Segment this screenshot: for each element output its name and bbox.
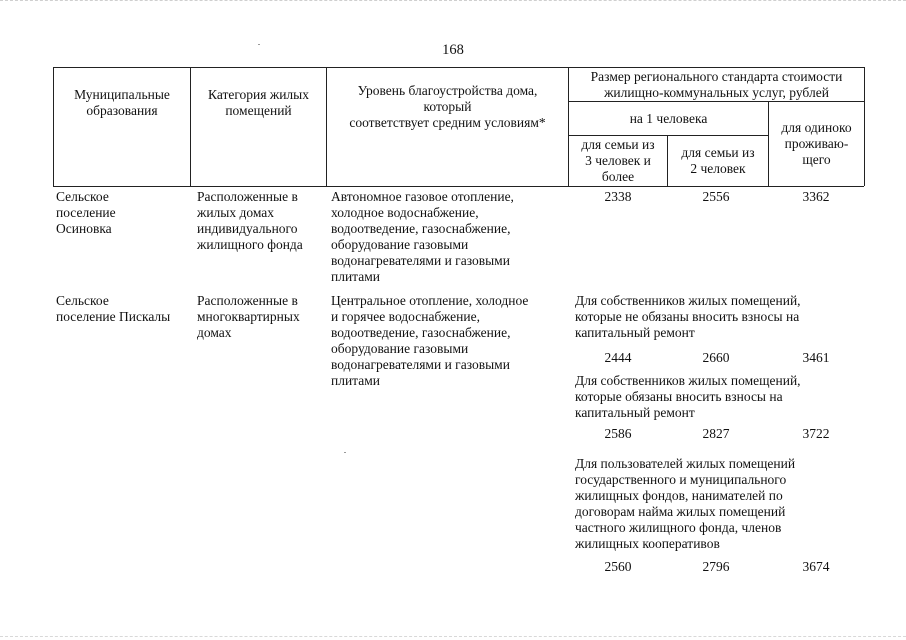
value-family3: 2560 [604, 559, 632, 574]
header-amenity-text: Уровень благоустройства дома, который соответствует средним условиям* [349, 83, 546, 130]
subgroup-note: Для собственников жилых помещений, которые не обязаны вносить взносы на капитальный ремонт [575, 293, 801, 340]
header-family2-text: для семьи из 2 человек [681, 145, 755, 176]
header-family2 [668, 136, 768, 186]
header-per-person [569, 102, 768, 135]
scan-speck [344, 452, 346, 453]
value-single: 3674 [802, 559, 830, 574]
value-family3: 2586 [604, 426, 632, 441]
header-single [769, 102, 864, 186]
page-number: 168 [442, 42, 464, 58]
row-category: Расположенные в жилых домах индивидуального жилищного фонда [197, 189, 303, 252]
value-family2: 2660 [702, 350, 730, 365]
row-category: Расположенные в многоквартирных домах [197, 293, 300, 340]
scan-top-edge [0, 0, 906, 3]
header-standard-group [569, 68, 864, 101]
header-category [191, 68, 326, 138]
header-amenity [327, 72, 568, 142]
subgroup-note: Для пользователей жилых помещений государственного и муниципального жилищных фондов, нанимателей по договорам найма жилых помещений частного жилищного фонда, членов жилищных кооперативов [575, 456, 796, 551]
row-amenity: Автономное газовое отопление, холодное водоснабжение, водоотведение, газоснабжение, оборудование газовыми водонагревателями и газовыми плитами [331, 189, 514, 284]
header-family3 [569, 136, 667, 186]
scan-bottom-edge [0, 636, 906, 639]
header-divider [864, 67, 865, 186]
scan-speck [258, 44, 260, 45]
value-single: 3461 [802, 350, 830, 365]
value-family2: 2827 [702, 426, 730, 441]
value-family2: 2556 [702, 189, 730, 204]
value-family2: 2796 [702, 559, 730, 574]
value-single: 3362 [802, 189, 830, 204]
row-municipality: Сельское поселение Осиновка [56, 189, 116, 236]
header-bottom-rule [53, 186, 864, 187]
row-municipality: Сельское поселение Пискалы [56, 293, 171, 324]
header-standard-group-text: Размер регионального стандарта стоимости жилищно-коммунальных услуг, рублей [590, 68, 843, 100]
value-family3: 2444 [604, 350, 632, 365]
header-municipality-text: Муниципальные образования [74, 87, 170, 118]
header-family3-text: для семьи из 3 человек и более [581, 137, 655, 184]
header-category-text: Категория жилых помещений [208, 87, 309, 118]
value-family3: 2338 [604, 189, 632, 204]
header-single-text: для одиноко проживаю- щего [781, 120, 852, 167]
subgroup-note: Для собственников жилых помещений, которые обязаны вносить взносы на капитальный ремонт [575, 373, 801, 420]
header-municipality [54, 68, 190, 138]
header-per-person-text: на 1 человека [629, 110, 708, 126]
value-single: 3722 [802, 426, 830, 441]
row-amenity: Центральное отопление, холодное и горячее водоснабжение, водоотведение, газоснабжение, оборудование газовыми водонагревателями и газовыми плитами [331, 293, 529, 388]
